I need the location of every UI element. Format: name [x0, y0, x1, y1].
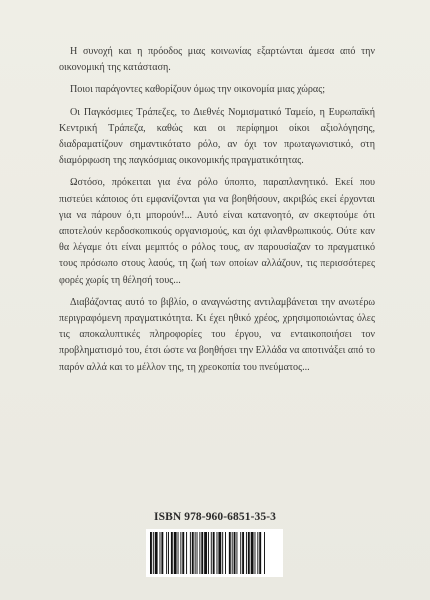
barcode-bar [195, 532, 196, 574]
barcode-bar [232, 532, 233, 574]
blurb-paragraph-3: Οι Παγκόσμιες Τράπεζες, το Διεθνές Νομισματικό Ταμείο, η Ευρωπαϊκή Κεντρική Τράπεζα, καθώς και οι περίφημοι οίκοι αξιολόγησης, διαδραματίζουν σημαντικότατο ρόλο, αν όχι τον πρωταγωνιστικό, στη διαμόρφωση της παγκόσμιας οικονομικής πραγματικότητας. [59, 106, 375, 167]
barcode-bar [217, 532, 218, 574]
barcode-bar [186, 532, 187, 574]
barcode-bar [248, 532, 250, 574]
barcode-bar [257, 532, 258, 574]
barcode-bar [168, 532, 169, 574]
barcode-bar [192, 532, 194, 574]
barcode-bar [208, 532, 209, 574]
barcode-bar [218, 532, 221, 574]
barcode-bar [236, 532, 237, 574]
barcode-bar [174, 532, 177, 574]
barcode-bar [178, 532, 179, 574]
barcode-bar [255, 532, 256, 574]
barcode-bar [213, 532, 215, 574]
barcode-bar [211, 532, 212, 574]
barcode-bar [197, 532, 198, 574]
barcode-bar [190, 532, 191, 574]
barcode-bar [251, 532, 254, 574]
barcode-bar [166, 532, 167, 574]
isbn-label: ISBN 978-960-6851-35-3 [154, 511, 276, 523]
barcode-bar [161, 532, 163, 574]
barcode-bar [222, 532, 223, 574]
barcode-bar [225, 532, 226, 574]
blurb-paragraph-4: Ωστόσο, πρόκειται για ένα ρόλο ύποπτο, παραπλανητικό. Εκεί που πιστεύει κάποιος ότι εμφανίζονται για να βοηθήσουν, ακριβώς εκεί έρχονται για να πάρουν ό,τι μπορούν!... Αυτό είναι κατανοητό, αν σκεφτούμε ότι αποτελούν κερδοσκοπικούς οργανισμούς, και όχι φιλανθρωπικούς. Ούτε καν θα λέγαμε ότι είναι μεμπτός ο ρόλος τους, αν παρουσίαζαν το πραγματικό τους πρόσωπο στους λαούς, τη ζωή των οποίων αλλάζουν, τις περισσότερες φορές χωρίς τη θέλησή τους... [59, 177, 375, 286]
barcode-bar [153, 532, 154, 574]
barcode-bar [242, 532, 244, 574]
barcode-bar [150, 532, 152, 574]
barcode [146, 529, 283, 577]
barcode-bar [240, 532, 241, 574]
barcode-bar [180, 532, 181, 574]
blurb-paragraph-2: Ποιοι παράγοντες καθορίζουν όμως την οικονομία μιας χώρας; [70, 84, 326, 96]
barcode-bar [246, 532, 247, 574]
barcode-bar [160, 532, 161, 574]
blurb-paragraph-1: Η συνοχή και η πρόοδος μιας κοινωνίας εξαρτώνται άμεσα από την οικονομική της κατάσταση. [59, 46, 375, 74]
barcode-bar [201, 532, 203, 574]
barcode-bar [199, 532, 200, 574]
blurb-text [59, 44, 375, 382]
blurb-paragraph-5: Διαβάζοντας αυτό το βιβλίο, ο αναγνώστης αντιλαμβάνεται την ανωτέρω περιγραφόμενη πραγματικότητα. Κι έχει ηθικό χρέος, χρησιμοποιώντας όλες τις αποκαλυπτικές πληροφορίες του έργου, να ενταικοποιήσει τον προβληματισμό του, έτσι ώστε να βοηθήσει την Ελλάδα να αποτινάξει από το παρόν αλλά και το μέλλον της, τη χρεοκοπία του πνεύματος... [59, 296, 375, 373]
barcode-bar [204, 532, 207, 574]
barcode-bar [171, 532, 173, 574]
barcode-graphic [146, 529, 283, 577]
barcode-bar [264, 532, 265, 574]
barcode-bar [259, 532, 261, 574]
barcode-bar [229, 532, 231, 574]
barcode-bar [234, 532, 236, 574]
barcode-bar [182, 532, 184, 574]
barcode-bar [155, 532, 158, 574]
